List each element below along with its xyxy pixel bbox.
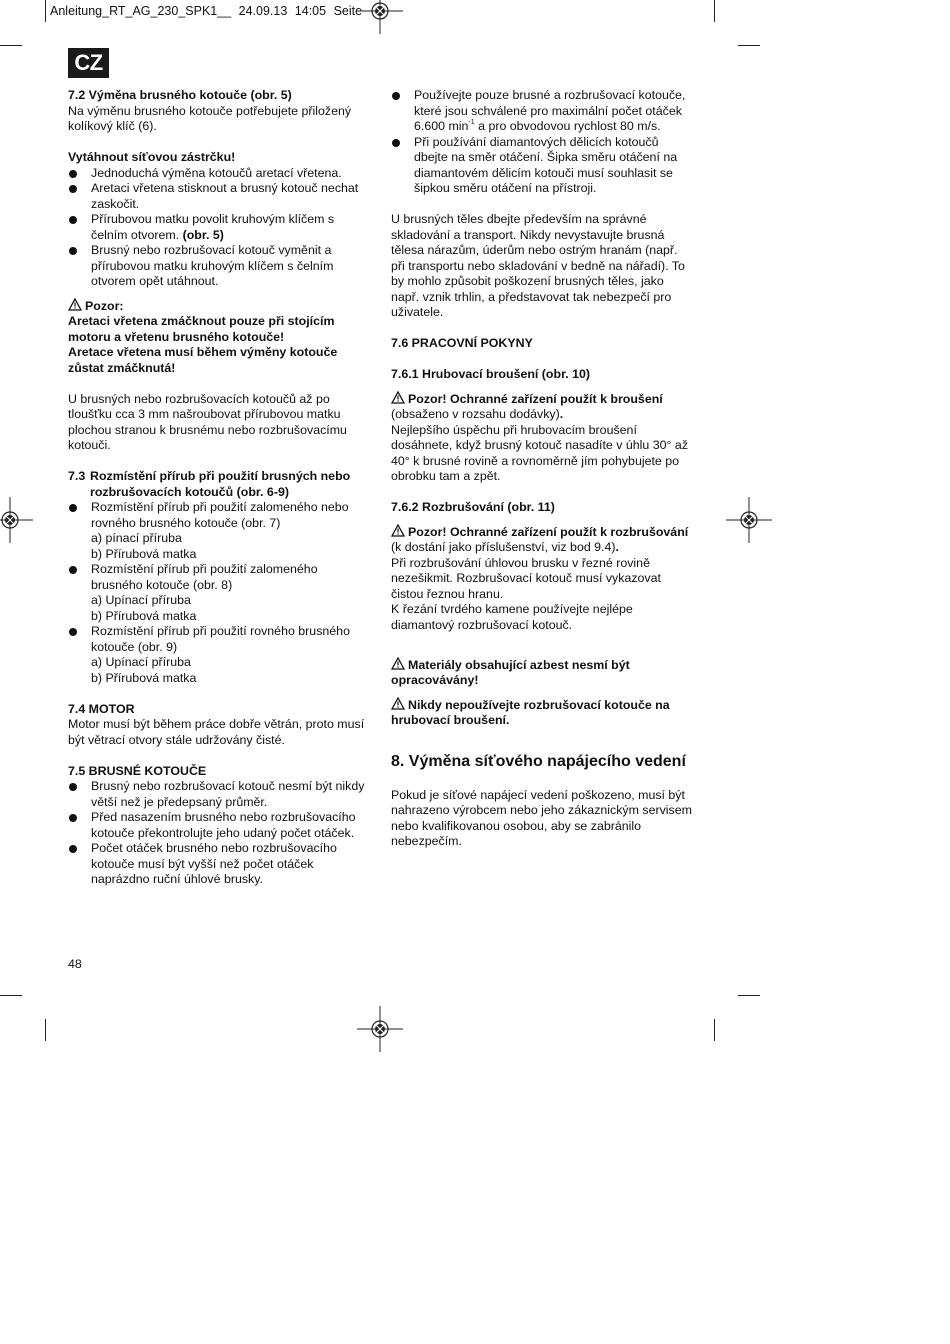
sub-item: a) Upínací příruba: [91, 593, 191, 607]
section-7-2-text: Na výměnu brusného kotouče potřebujete přiložený kolíkový klíč (6).: [68, 103, 352, 133]
list-item: [68, 212, 370, 243]
crop-mark: [714, 0, 715, 22]
list-item: [391, 88, 693, 135]
warning-text: Pozor! Ochranné zařízení použít k rozbrušování: [408, 524, 689, 539]
list-item-text: Používejte pouze brusné a rozbrušovací kotouče, které jsou schválené pro maximální počet otáček 6.600 min: [414, 88, 686, 133]
section-7-4-title: 7.4 MOTOR: [68, 701, 135, 716]
list-item: Brusný nebo rozbrušovací kotouč vyměnit a přírubovou matku kruhovým klíčem s čelním otvorem opět utáhnout.: [68, 243, 370, 290]
section-7-2-title: 7.2 Výměna brusného kotouče (obr. 5): [68, 88, 292, 102]
section-7-6-2-title: 7.6.2 Rozbrušování (obr. 11): [391, 500, 555, 514]
warning-triangle-icon: [391, 657, 405, 670]
cutting-disc-warning: [391, 697, 693, 729]
list-item: Rozmístění přírub při použití zalomeného nebo rovného brusného kotouče (obr. 7): [68, 500, 370, 531]
crop-mark: [738, 45, 760, 46]
registration-mark-icon: [726, 497, 772, 543]
warning-paragraph: Pozor! Ochranné zařízení použít k rozbrušování (k dostání jako příslušenství, viz bod 9.4).: [391, 524, 689, 554]
section-8-title: 8. Výměna síťového napájecího vedení: [391, 753, 686, 770]
list-item: Jednoduchá výměna kotoučů aretací vřetena.: [68, 166, 370, 182]
print-time: 14:05: [294, 4, 327, 18]
print-slug-line: [50, 4, 362, 18]
section-7-6-2-text: K řezání tvrdého kamene používejte nejlépe diamantový rozbrušovací kotouč.: [391, 602, 633, 632]
list-item: Brusný nebo rozbrušovací kotouč nesmí být nikdy větší než je předepsaný průměr.: [68, 779, 370, 810]
thin-disc-note: U brusných nebo rozbrušovacích kotoučů až po tloušťku cca 3 mm našroubovat přírubovou matku plochou stranou k brusnému nebo rozbrušovacímu kotouči.: [68, 391, 347, 452]
unplug-instruction: Vytáhnout síťovou zástrčku!: [68, 150, 236, 164]
warning-paragraph: Pozor! Ochranné zařízení použít k broušení (obsaženo v rozsahu dodávky).: [391, 391, 663, 421]
warning-text: Pozor! Ochranné zařízení použít k broušení: [408, 391, 663, 406]
caution-label: Pozor:: [85, 298, 124, 313]
sub-item: a) pínací příruba: [91, 531, 182, 545]
section-number: 7.3: [68, 469, 86, 483]
section-7-3-title: [68, 469, 370, 500]
section-title-text: Rozmístění přírub při použití brusných nebo rozbrušovacích kotoučů (obr. 6-9): [90, 469, 351, 499]
figure-ref: (obr. 5): [182, 227, 224, 242]
crop-mark: [738, 995, 760, 996]
language-badge: CZ: [68, 48, 109, 78]
crop-mark: [0, 995, 22, 996]
list-item: Aretaci vřetena stisknout a brusný kotouč nechat zaskočit.: [68, 181, 370, 212]
warning-triangle-icon: [68, 298, 82, 311]
list-item: Rozmístění přírub při použití zalomeného brusného kotouče (obr. 8): [68, 562, 370, 593]
asbestos-warning: [391, 657, 693, 689]
scope-note: (k dostání jako příslušenství, viz bod 9.4): [391, 540, 616, 554]
warning-triangle-icon: [391, 524, 405, 537]
section-7-6-2-text: Při rozbrušování úhlovou brusku v řezné rovině nezešikmit. Rozbrušovací kotouč musí vykazovat čistou řeznou hranu.: [391, 555, 661, 601]
caution-text: Aretace vřetena musí během výměny kotouče zůstat zmáčknutá!: [68, 345, 338, 375]
section-7-6-1-title: 7.6.1 Hrubovací broušení (obr. 10): [391, 367, 590, 381]
registration-mark-icon: [357, 0, 403, 34]
caution-heading: [68, 298, 370, 315]
crop-mark: [0, 45, 22, 46]
right-column: [391, 88, 693, 850]
warning-triangle-icon: [391, 391, 405, 404]
crop-mark: [45, 0, 46, 22]
superscript: -1: [468, 119, 475, 126]
section-7-6-title: 7.6 PRACOVNÍ POKYNY: [391, 336, 533, 350]
scope-note: (obsaženo v rozsahu dodávky): [391, 407, 560, 421]
warning-text: Nikdy nepoužívejte rozbrušovací kotouče na hrubovací broušení.: [391, 697, 670, 727]
warning-triangle-icon: [391, 697, 405, 710]
page-number: 48: [68, 957, 82, 971]
storage-note: U brusných těles dbejte především na správné skladování a transport. Nikdy nevystavujte brusná tělesa nárazům, úderům nebo ostrým hranám (např. při transportu nebo skladování v bedně na nářadí). To by mohlo způsobit poškození brusných těles, jako např. vznik trhlin, a představovat tak nebezpečí pro uživatele.: [391, 212, 685, 319]
seite-label: Seite: [333, 4, 363, 18]
section-7-6-1-text: Nejlepšího úspěchu při hrubovacím broušení dosáhnete, když brusný kotouč nasadíte v úhlu 30° až 40° k brusné rovině a rovnoměrně jím pohybujete po obrobku tam a zpět.: [391, 422, 689, 483]
section-7-4-text: Motor musí být během práce dobře větrán, proto musí být větrací otvory stále udržovány čisté.: [68, 717, 365, 747]
list-item-text: Přírubovou matku povolit kruhovým klíčem s čelním otvorem.: [91, 212, 335, 242]
slug: Anleitung_RT_AG_230_SPK1__: [50, 4, 232, 18]
list-item: Rozmístění přírub při použití rovného brusného kotouče (obr. 9): [68, 624, 370, 655]
caution-text: Aretaci vřetena zmáčknout pouze při stojícím motoru a vřetenu brusného kotouče!: [68, 314, 335, 344]
list-item: Před nasazením brusného nebo rozbrušovacího kotouče překontrolujte jeho udaný počet otáček.: [68, 810, 370, 841]
sub-item: b) Přírubová matka: [91, 608, 197, 623]
warning-text: Materiály obsahující azbest nesmí být opracovávány!: [391, 657, 630, 687]
section-7-5-title: 7.5 BRUSNÉ KOTOUČE: [68, 763, 207, 778]
section-8-text: Pokud je síťové napájecí vedení poškozeno, musí být nahrazeno výrobcem nebo jeho zákaznickým servisem nebo kvalifikovanou osobou, aby se zabránilo nebezpečím.: [391, 787, 692, 848]
list-item: Počet otáček brusného nebo rozbrušovacího kotouče musí být vyšší než počet otáček naprázdno ruční úhlové brusky.: [68, 841, 370, 888]
sub-item: a) Upínací příruba: [91, 655, 191, 669]
list-item: Při používání diamantových dělicích kotoučů dbejte na směr otáčení. Šipka směru otáčení na diamantovém dělicím kotouči musí souhlasit se šipkou směru otáčení na přístroji.: [391, 135, 693, 197]
print-date: 24.09.13: [238, 4, 288, 18]
list-item-text: a pro obvodovou rychlost 80 m/s.: [478, 119, 661, 133]
sub-item: b) Přírubová matka: [91, 670, 197, 685]
registration-mark-icon: [357, 1006, 403, 1052]
sub-item: b) Přírubová matka: [91, 546, 197, 561]
left-column: [68, 88, 370, 888]
crop-mark: [45, 1019, 46, 1041]
crop-mark: [714, 1019, 715, 1041]
registration-mark-icon: [0, 497, 33, 543]
